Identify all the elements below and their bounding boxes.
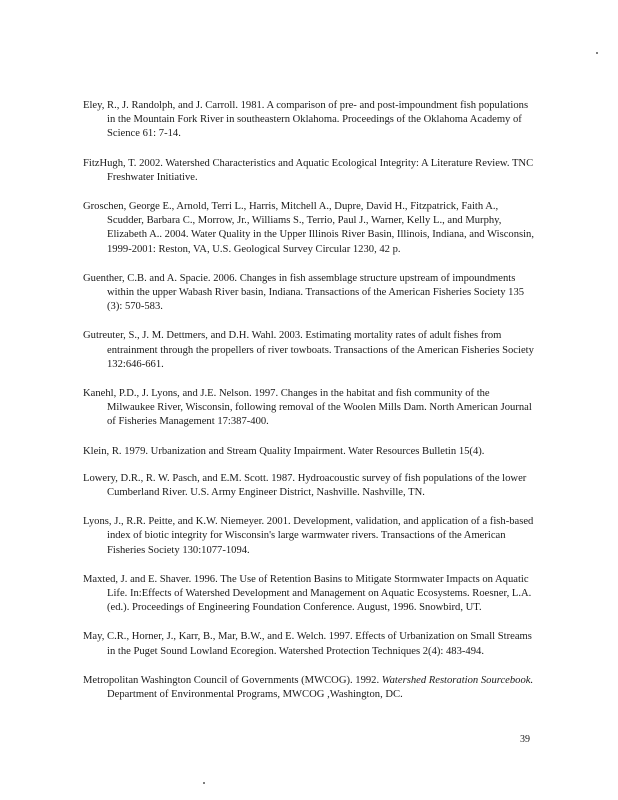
reference-entry: Maxted, J. and E. Shaver. 1996. The Use of Retention Basins to Mitigate Stormwater Impacts on Aquatic Life. In:Effects of Watershed Development and Management on Aquatic Ecosystems. Roesner, L.A. (ed.). Proceedings of Engineering Foundation Conference. August, 1996. Snowbird, UT. <box>83 573 532 614</box>
scan-speck <box>203 782 205 784</box>
reference-entry: Klein, R. 1979. Urbanization and Stream Quality Impairment. Water Resources Bulletin 15(4). <box>83 445 485 457</box>
reference-entry: May, C.R., Horner, J., Karr, B., Mar, B.W., and E. Welch. 1997. Effects of Urbanization on Small Streams in the Puget Sound Lowland Ecoregion. Watershed Protection Techniques 2(4): 483-494. <box>83 631 532 657</box>
reference-entry: Gutreuter, S., J. M. Dettmers, and D.H. Wahl. 2003. Estimating mortality rates of adult fishes from entrainment through the propellers of river towboats. Transactions of the American Fisheries Society 132:646-661. <box>83 330 534 370</box>
reference-entry: Eley, R., J. Randolph, and J. Carroll. 1981. A comparison of pre- and post-impoundment fish populations in the Mountain Fork River in southeastern Oklahoma. Proceedings of the Oklahoma Academy of Science 61: 7-14. <box>83 100 529 140</box>
reference-entry: Guenther, C.B. and A. Spacie. 2006. Changes in fish assemblage structure upstream of impoundments within the upper Wabash River basin, Indiana. Transactions of the American Fisheries Society 135 (3): 570-583. <box>83 272 525 313</box>
reference-entry: Groschen, George E., Arnold, Terri L., Harris, Mitchell A., Dupre, David H., Fitzpatrick, Faith A., Scudder, Barbara C., Morrow, Jr., Williams S., Terrio, Paul J., Warner, Kelly L., and Murphy, Elizabeth A.. 2004. Water Quality in the Upper Illinois River Basin, Illinois, Indiana, and Wisconsin, 1999-2001: Reston, VA, U.S. Geological Survey Circular 1230, 42 p. <box>83 201 535 255</box>
reference-entry: Lyons, J., R.R. Peitte, and K.W. Niemeyer. 2001. Development, validation, and application of a fish-based index of biotic integrity for Wisconsin's large warmwater rivers. Transactions of the American Fisheries Society 130:1077-1094. <box>83 516 534 556</box>
reference-entry: Lowery, D.R., R. W. Pasch, and E.M. Scott. 1987. Hydroacoustic survey of fish populations of the lower Cumberland River. U.S. Army Engineer District, Nashville. Nashville, TN. <box>83 472 527 499</box>
scan-speck <box>596 52 598 54</box>
reference-text: Department of Environmental Programs, MWCOG ,Washington, DC. <box>107 689 403 701</box>
reference-entry: FitzHugh, T. 2002. Watershed Characteristics and Aquatic Ecological Integrity: A Literature Review. TNC Freshwater Initiative. <box>83 157 534 183</box>
reference-text: Metropolitan Washington Council of Governments (MWCOG). 1992. <box>83 674 382 686</box>
reference-entry <box>83 674 535 702</box>
reference-title-italic: Watershed Restoration Sourcebook. <box>381 674 534 686</box>
page-number: 39 <box>520 734 530 745</box>
reference-list <box>83 99 535 717</box>
reference-entry: Kanehl, P.D., J. Lyons, and J.E. Nelson. 1997. Changes in the habitat and fish community of the Milwaukee River, Wisconsin, following removal of the Woolen Mills Dam. North American Journal of Fisheries Management 17:387-400. <box>83 388 532 428</box>
